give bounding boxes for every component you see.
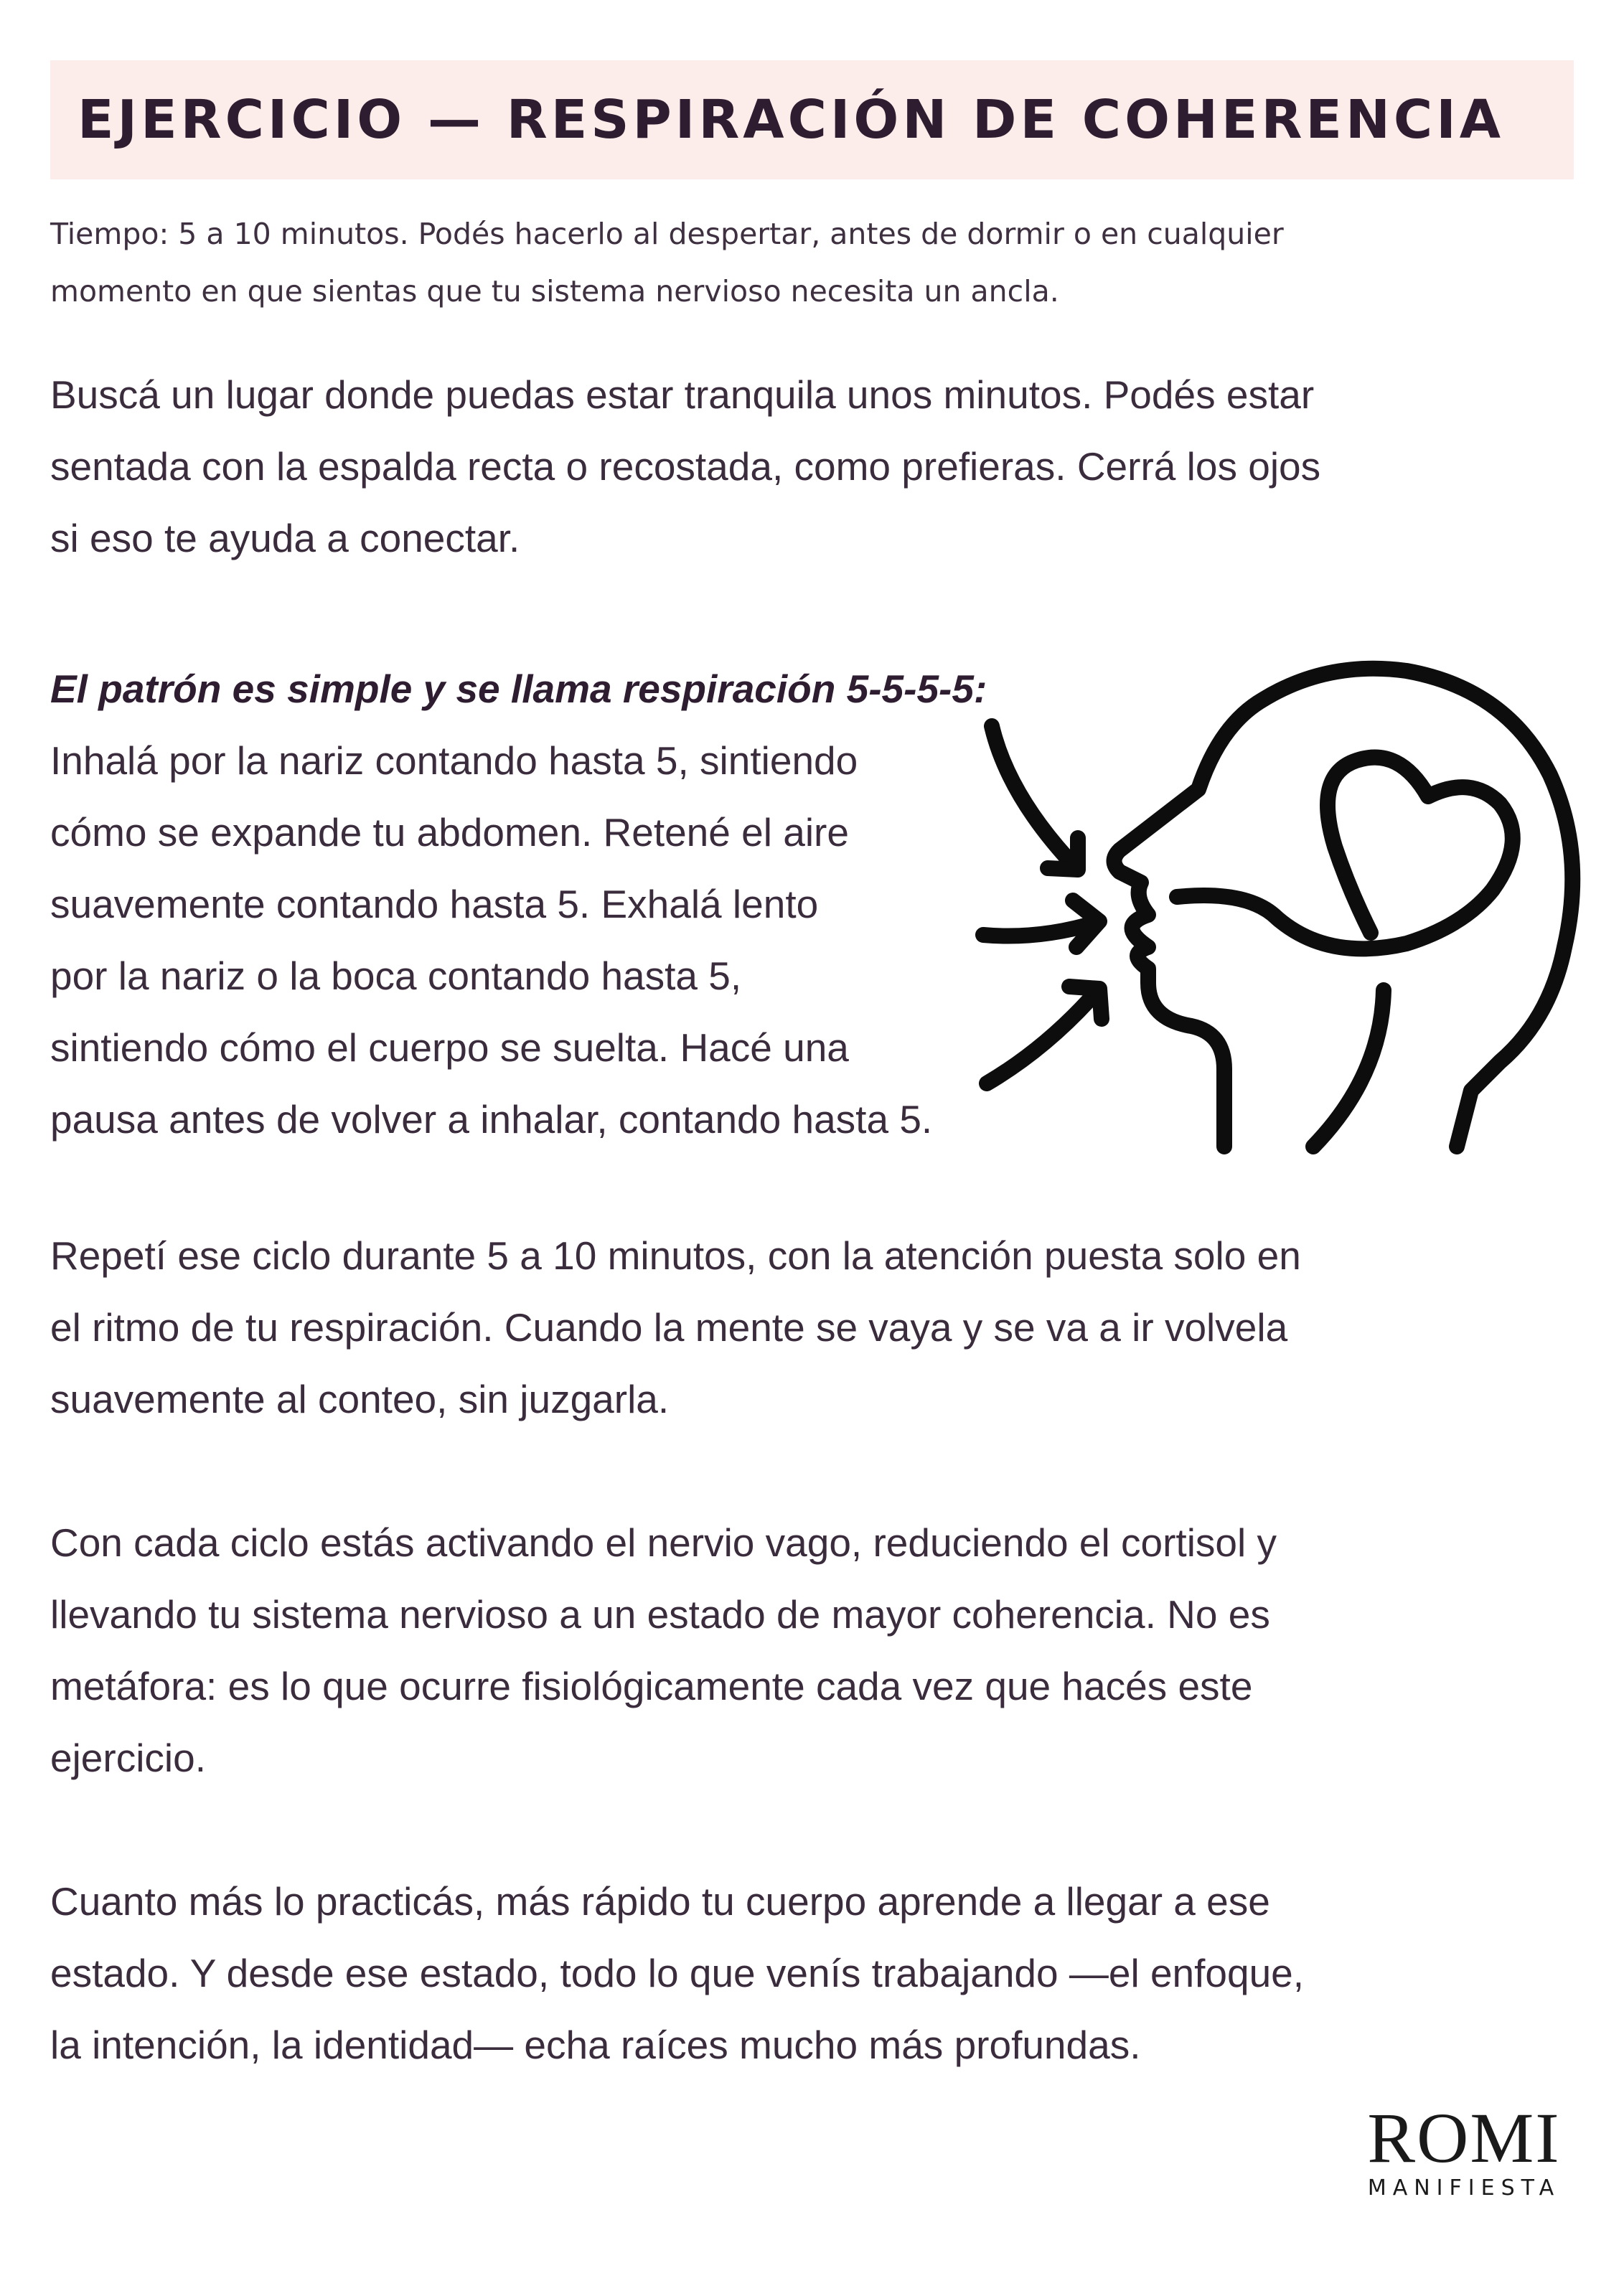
paragraph-line: Repetí ese ciclo durante 5 a 10 minutos, con la atención puesta solo en — [50, 1233, 1301, 1278]
pattern-line: suavemente contando hasta 5. Exhalá lento — [50, 882, 819, 926]
paragraph-practice — [50, 1866, 1514, 2081]
pattern-line: Inhalá por la nariz contando hasta 5, sintiendo — [50, 738, 858, 783]
head-breathing-heart-icon — [962, 646, 1600, 1162]
intro-text — [50, 205, 1500, 320]
pattern-line: cómo se expande tu abdomen. Retené el aire — [50, 810, 849, 855]
intro-line: momento en que sientas que tu sistema nervioso necesita un ancla. — [50, 274, 1059, 309]
paragraph-line: si eso te ayuda a conectar. — [50, 516, 520, 560]
paragraph-line: Buscá un lugar donde puedas estar tranquila unos minutos. Podés estar — [50, 372, 1315, 417]
pattern-lead: El patrón es simple y se llama respiración 5-5-5-5: — [50, 667, 987, 711]
paragraph-line: sentada con la espalda recta o recostada, como prefieras. Cerrá los ojos — [50, 444, 1321, 489]
paragraph-line: suavemente al conteo, sin juzgarla. — [50, 1377, 670, 1421]
paragraph-setup — [50, 359, 1514, 574]
logo-subtitle: MANIFIESTA — [1367, 2175, 1561, 2201]
paragraph-line: la intención, la identidad— echa raíces mucho más profundas. — [50, 2023, 1141, 2067]
brand-logo — [1349, 2098, 1579, 2203]
paragraph-line: Cuanto más lo practicás, más rápido tu cuerpo aprende a llegar a ese — [50, 1879, 1270, 1924]
intro-line: Tiempo: 5 a 10 minutos. Podés hacerlo al despertar, antes de dormir o en cualquier — [50, 217, 1284, 251]
paragraph-line: llevando tu sistema nervioso a un estado de mayor coherencia. No es — [50, 1592, 1270, 1637]
pattern-line: pausa antes de volver a inhalar, contando hasta 5. — [50, 1097, 933, 1142]
paragraph-line: el ritmo de tu respiración. Cuando la mente se vaya y se va a ir volvela — [50, 1305, 1288, 1350]
paragraph-line: metáfora: es lo que ocurre fisiológicamente cada vez que hacés este — [50, 1664, 1253, 1708]
title-band — [50, 60, 1574, 179]
paragraph-line: Con cada ciclo estás activando el nervio vago, reduciendo el cortisol y — [50, 1520, 1277, 1565]
paragraph-line: ejercicio. — [50, 1736, 207, 1780]
logo-word: ROMI — [1367, 2098, 1561, 2178]
paragraph-line: estado. Y desde ese estado, todo lo que venís trabajando —el enfoque, — [50, 1951, 1305, 1995]
pattern-line: por la nariz o la boca contando hasta 5, — [50, 954, 742, 998]
paragraph-vagus — [50, 1507, 1514, 1794]
page-title: EJERCICIO — RESPIRACIÓN DE COHERENCIA — [78, 89, 1505, 151]
pattern-line: sintiendo cómo el cuerpo se suelta. Hacé una — [50, 1025, 849, 1070]
paragraph-repeat — [50, 1220, 1514, 1435]
